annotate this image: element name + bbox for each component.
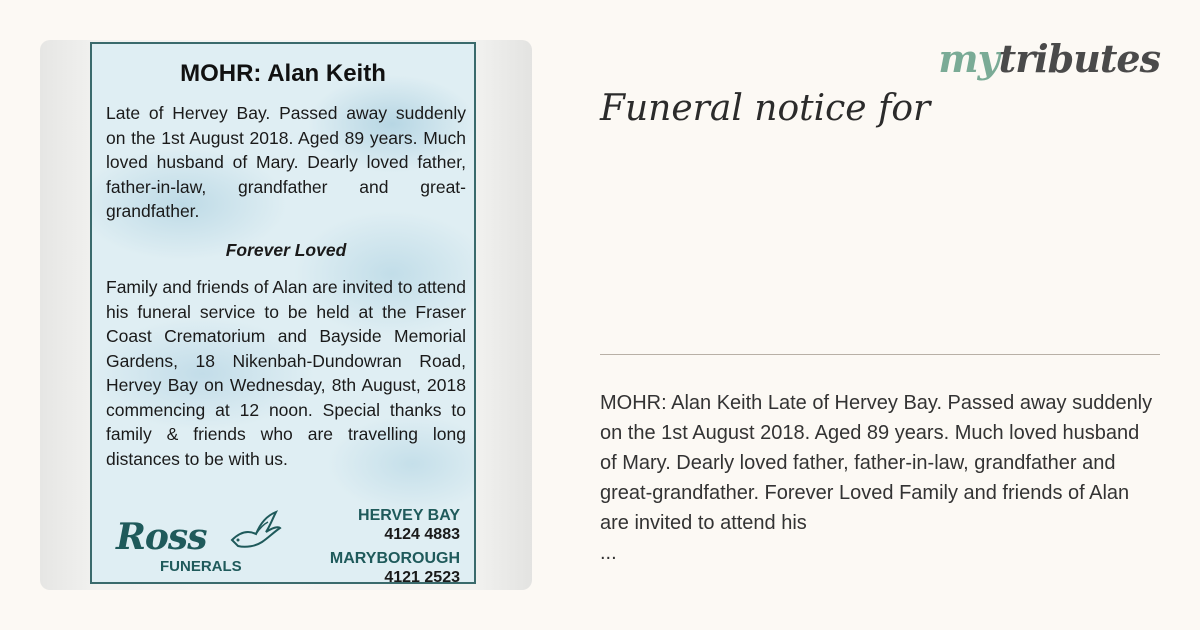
notice-paragraph-2: Family and friends of Alan are invited to attend his funeral service to be held at the Fraser Coast Crematorium and Bayside Memorial Gardens, 18 Nikenbah-Dundowran Road, Hervey Bay on Wednesday, 8th August, 2018 commencing at 12 noon. Special thanks to family & friends who are travelling long distances to be with us. [106, 277, 466, 469]
notice-title: MOHR: Alan Keith [180, 60, 386, 87]
funeral-home-contacts [330, 506, 460, 587]
contact-phone: 4124 4883 [384, 526, 460, 543]
page-heading: Funeral notice for [600, 88, 931, 129]
funeral-notice-image [40, 40, 532, 590]
logo-my: my [938, 36, 999, 81]
contact-phone: 4121 2523 [384, 569, 460, 586]
dove-icon [226, 506, 282, 556]
notice-tagline: Forever Loved [225, 240, 347, 260]
divider [600, 354, 1160, 355]
contact-location: HERVEY BAY [358, 507, 460, 524]
ross-logo-word: Ross [116, 516, 207, 558]
newspaper-notice [90, 42, 476, 584]
contact-location: MARYBOROUGH [329, 550, 460, 567]
summary-ellipsis: ... [600, 542, 617, 564]
summary-text: MOHR: Alan Keith Late of Hervey Bay. Passed away suddenly on the 1st August 2018. Aged 89 years. Much loved husband of Mary. Dearly loved father, father-in-law, grandfather and great-grandfather. Forever Loved Family and friends of Alan are invited to attend his [600, 392, 1153, 534]
mytributes-logo[interactable] [938, 36, 1160, 81]
notice-summary [600, 388, 1160, 568]
notice-paragraph-1: Late of Hervey Bay. Passed away suddenly on the 1st August 2018. Aged 89 years. Much loved husband of Mary. Dearly loved father, father-in-law, grandfather and great-grandfather. [106, 103, 466, 221]
ross-funerals-logo [116, 516, 276, 576]
logo-tributes: tributes [998, 36, 1160, 81]
ross-logo-subtitle: FUNERALS [160, 558, 242, 575]
